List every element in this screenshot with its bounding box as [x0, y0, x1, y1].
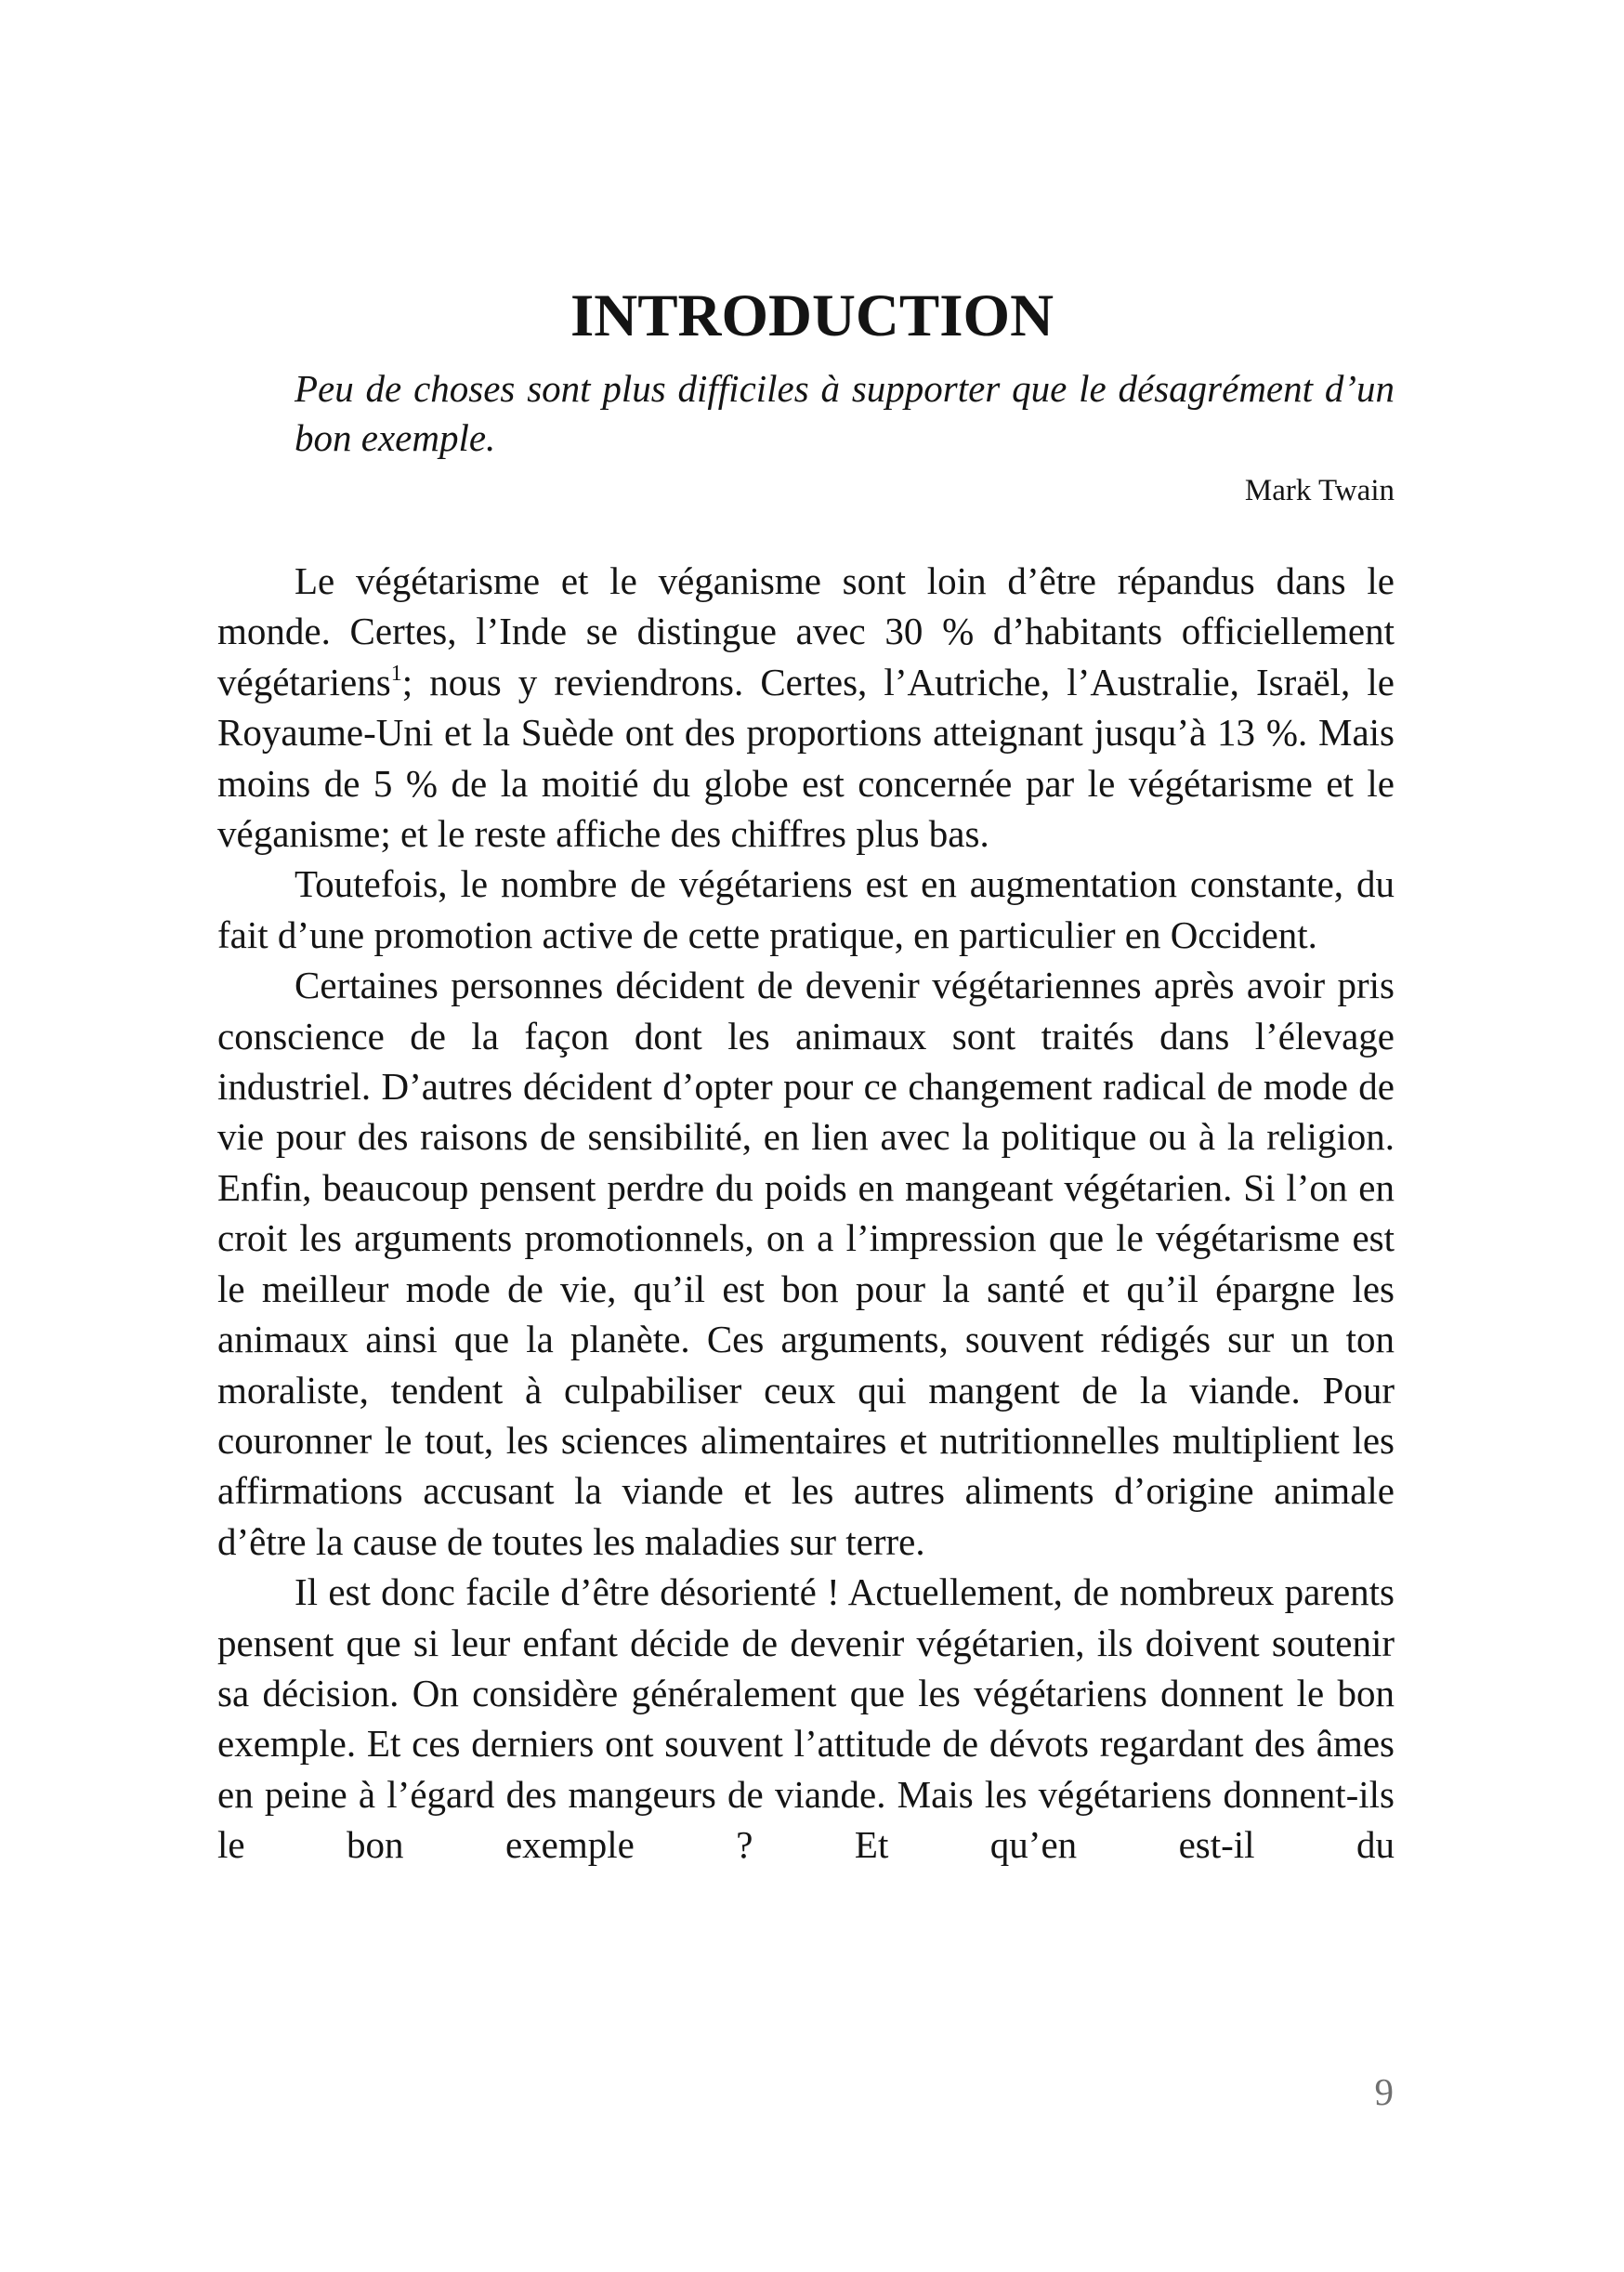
body-text: [217, 556, 1395, 1871]
epigraph-author: Mark Twain: [1244, 474, 1395, 507]
footnote-marker: 1: [390, 661, 402, 686]
paragraph-last: Il est donc facile d’être désorienté ! Actuellement, de nombreux parents pensent que si leur enfant décide de devenir végétarien, ils doivent soutenir sa décision. On considère généralement que les végétariens donnent le bon exemple. Et ces derniers ont souvent l’attitude de dévots regardant des âmes en peine à l’égard des mangeurs de viande. Mais les végétariens donnent-ils le bon exemple ? Et qu’en est-il du: [217, 1570, 1395, 1867]
epigraph-quote: Peu de choses sont plus difficiles à supporter que le désagrément d’un bon exemple.: [295, 367, 1395, 459]
paragraph: Certaines personnes décident de devenir végétariennes après avoir pris conscience de la façon dont les animaux sont traités dans l’élevage industriel. D’autres décident d’opter pour ce changement radical de mode de vie pour des raisons de sensibilité, en lien avec la politique ou à la religion. Enfin, beaucoup pensent perdre du poids en mangeant végétarien. Si l’on en croit les arguments promotionnels, on a l’impression que le végétarisme est le meilleur mode de vie, qu’il est bon pour la santé et qu’il épargne les animaux ainsi que la planète. Ces arguments, souvent rédigés sur un ton moraliste, tendent à culpabiliser ceux qui mangent de la viande. Pour couronner le tout, les sciences alimentaires et nutritionnelles multiplient les affirmations accusant la viande et les autres aliments d’origine animale d’être la cause de toutes les maladies sur terre.: [217, 964, 1395, 1563]
chapter-title: INTRODUCTION: [570, 282, 1054, 349]
paragraph: [217, 556, 1395, 859]
epigraph: [295, 364, 1395, 511]
paragraph-text: Le végétarisme et le véganisme sont loin d’être répandus dans le monde. Certes, l’Inde se distingue avec 30 % d’habitants officiellement végétariens: [217, 559, 1395, 703]
page-number: 9: [1374, 2070, 1394, 2113]
paragraph: Toutefois, le nombre de végétariens est en augmentation constante, du fait d’une promotion active de cette pratique, en particulier en Occident.: [217, 862, 1395, 956]
paragraph-text: ; nous y reviendrons. Certes, l’Autriche, l’Australie, Israël, le Royaume-Uni et la Suède ont des proportions atteignant jusqu’à 13 %. Mais moins de 5 % de la moitié du globe est concernée par le végétarisme et le véganisme; et le reste affiche des chiffres plus bas.: [217, 660, 1395, 856]
